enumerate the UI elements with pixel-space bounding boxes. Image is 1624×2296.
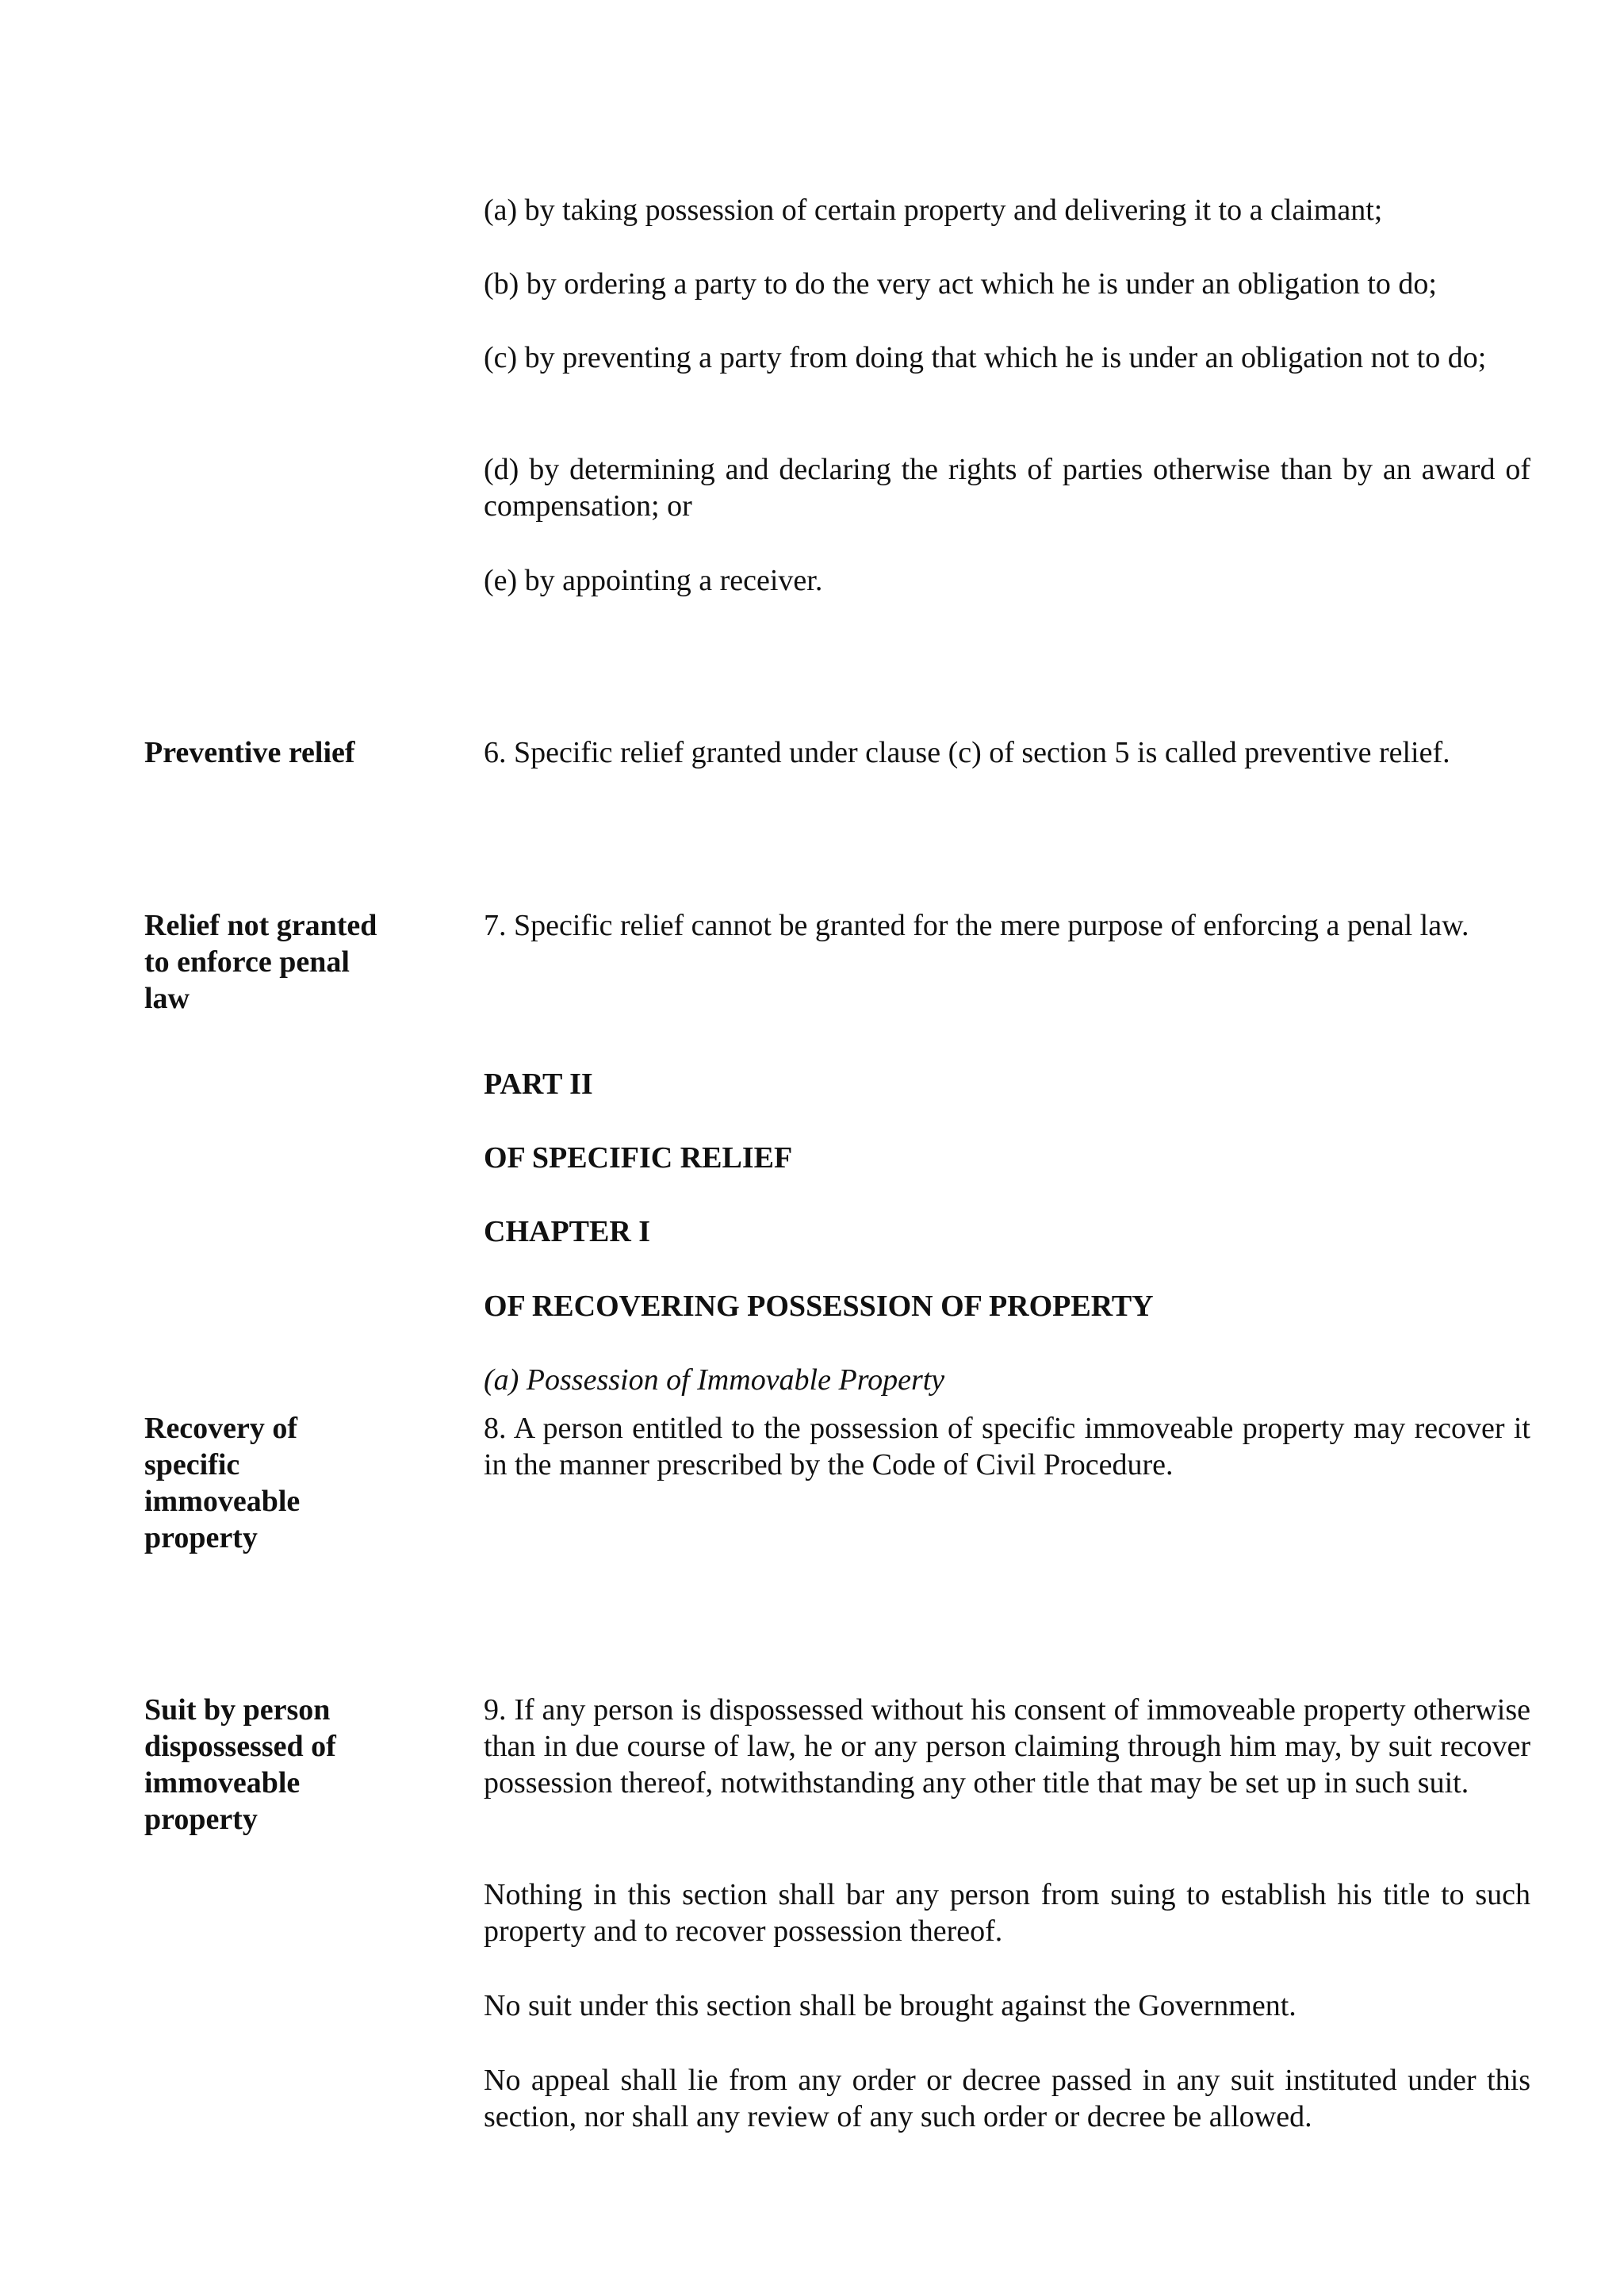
clause-a: (a) by taking possession of certain property and delivering it to a claimant;: [484, 194, 1383, 227]
section-9-paragraph: 9. If any person is dispossessed without his consent of immoveable property otherwise than in due course of law, he or any person claiming through him may, by suit recover possession thereof, notwithstanding any other title that may be set up in such suit.: [484, 1693, 1530, 1800]
clause-e: (e) by appointing a receiver.: [484, 564, 823, 597]
clause-b: (b) by ordering a party to do the very act which he is under an obligation to do;: [484, 267, 1437, 301]
section-9-paragraph: Nothing in this section shall bar any person from suing to establish his title to such property and to recover possession thereof.: [484, 1878, 1530, 1948]
marginal-note-section-9: Suit by person dispossessed of immoveable property: [144, 1693, 336, 1836]
clause-d: (d) by determining and declaring the rights of parties otherwise than by an award of compensation; or: [484, 453, 1530, 523]
chapter-title: CHAPTER I: [484, 1215, 651, 1248]
section-9-paragraph: No suit under this section shall be brought against the Government.: [484, 1989, 1297, 2022]
section-9-paragraph: No appeal shall lie from any order or decree passed in any suit instituted under this section, nor shall any review of any such order or decree be allowed.: [484, 2064, 1530, 2133]
section-7-text: 7. Specific relief cannot be granted for the mere purpose of enforcing a penal law.: [484, 909, 1469, 942]
chapter-subtitle: OF RECOVERING POSSESSION OF PROPERTY: [484, 1290, 1154, 1323]
marginal-note-section-7: Relief not granted to enforce penal law: [144, 909, 377, 1015]
part-subtitle: OF SPECIFIC RELIEF: [484, 1141, 793, 1175]
section-8-text: 8. A person entitled to the possession of specific immoveable property may recover it in the manner prescribed by the Code of Civil Procedure.: [484, 1412, 1530, 1481]
marginal-note-section-8: Recovery of specific immoveable property: [144, 1412, 301, 1554]
clause-c: (c) by preventing a party from doing that which he is under an obligation not to do;: [484, 341, 1487, 374]
part-title: PART II: [484, 1068, 593, 1101]
subheading: (a) Possession of Immovable Property: [484, 1363, 945, 1397]
marginal-note-section-6: Preventive relief: [144, 736, 355, 769]
section-6-text: 6. Specific relief granted under clause (c) of section 5 is called preventive relief.: [484, 736, 1450, 769]
